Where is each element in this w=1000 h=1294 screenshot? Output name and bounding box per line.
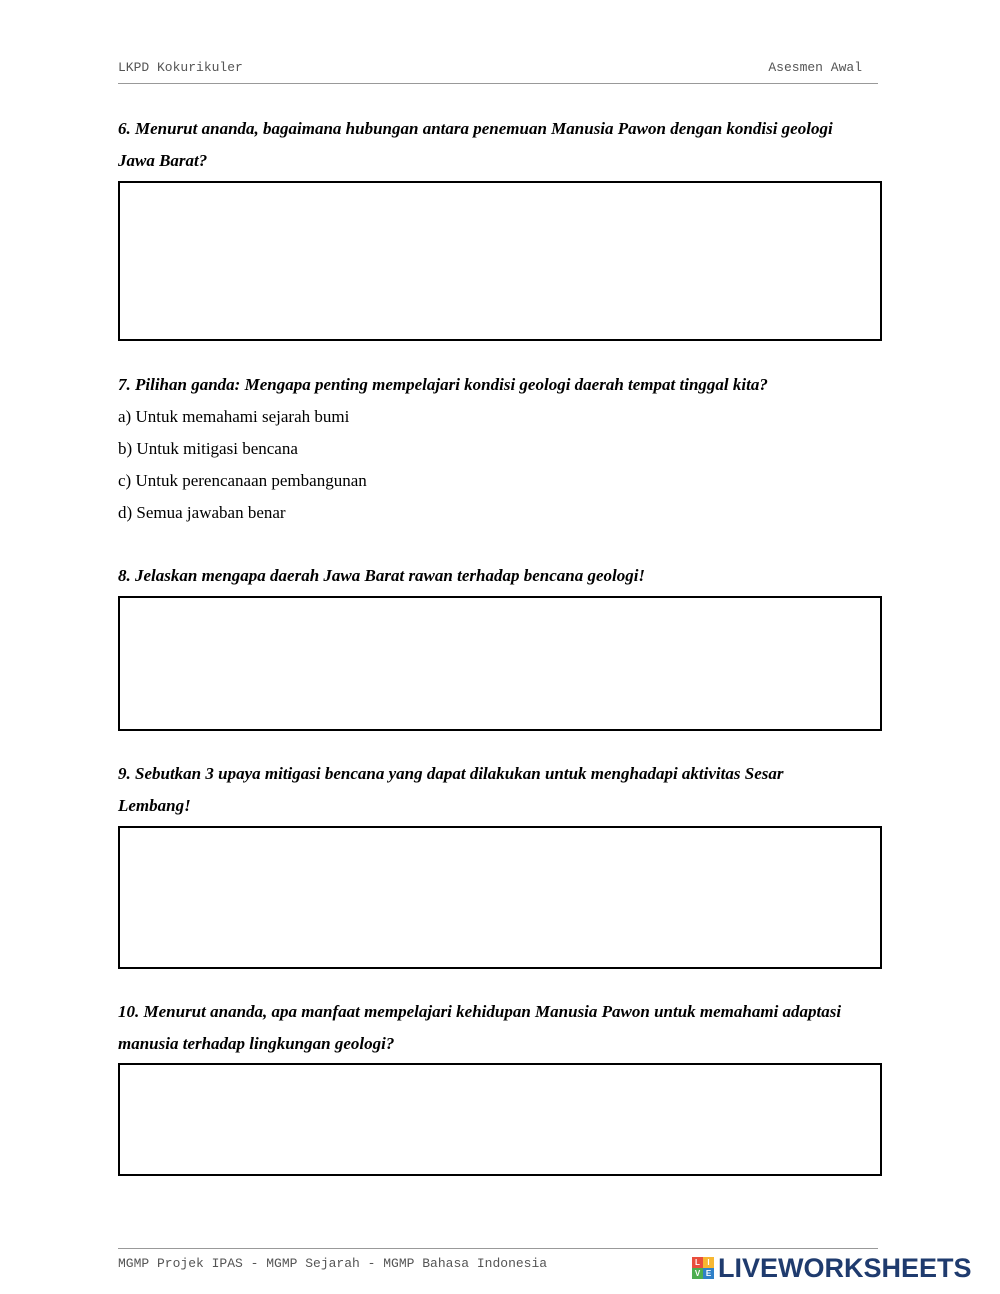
question-6	[118, 113, 888, 177]
question-10	[118, 996, 888, 1060]
question-9	[118, 758, 888, 822]
liveworksheets-logo-icon	[692, 1257, 714, 1279]
question-8	[118, 560, 888, 592]
logo-letter-l: L	[692, 1257, 703, 1268]
answer-box-10[interactable]	[118, 1063, 882, 1176]
question-8-line-1: 8. Jelaskan mengapa daerah Jawa Barat rawan terhadap bencana geologi!	[118, 566, 646, 585]
liveworksheets-wordmark: LIVEWORKSHEETS	[718, 1252, 972, 1283]
footer-credits: MGMP Projek IPAS - MGMP Sejarah - MGMP Bahasa Indonesia	[118, 1256, 548, 1271]
question-10-line-2: manusia terhadap lingkungan geologi?	[118, 1034, 395, 1053]
question-9-line-1: 9. Sebutkan 3 upaya mitigasi bencana yang dapat dilakukan untuk menghadapi aktivitas Sesar	[118, 764, 784, 783]
answer-box-9[interactable]	[118, 826, 882, 969]
logo-letter-e: E	[703, 1268, 714, 1279]
page-header	[118, 60, 862, 78]
header-subtitle: Asesmen Awal	[768, 60, 862, 75]
logo-letter-v: V	[692, 1268, 703, 1279]
option-a[interactable]: a) Untuk memahami sejarah bumi	[118, 407, 350, 426]
header-title: LKPD Kokurikuler	[118, 60, 243, 75]
logo-letter-i: I	[703, 1257, 714, 1268]
question-6-line-1: 6. Menurut ananda, bagaimana hubungan antara penemuan Manusia Pawon dengan kondisi geologi	[118, 119, 833, 138]
answer-box-8[interactable]	[118, 596, 882, 731]
question-9-line-2: Lembang!	[118, 796, 191, 815]
question-10-line-1: 10. Menurut ananda, apa manfaat mempelajari kehidupan Manusia Pawon untuk memahami adaptasi	[118, 1002, 842, 1021]
question-7	[118, 369, 888, 401]
footer-divider	[118, 1248, 878, 1249]
option-c[interactable]: c) Untuk perencanaan pembangunan	[118, 471, 367, 490]
option-b[interactable]: b) Untuk mitigasi bencana	[118, 439, 298, 458]
header-divider	[118, 83, 878, 84]
option-d[interactable]: d) Semua jawaban benar	[118, 503, 286, 522]
answer-box-6[interactable]	[118, 181, 882, 341]
question-6-line-2: Jawa Barat?	[118, 151, 208, 170]
question-7-line-1: 7. Pilihan ganda: Mengapa penting mempelajari kondisi geologi daerah tempat tinggal kita?	[118, 375, 768, 394]
liveworksheets-brand[interactable]	[692, 1252, 972, 1284]
